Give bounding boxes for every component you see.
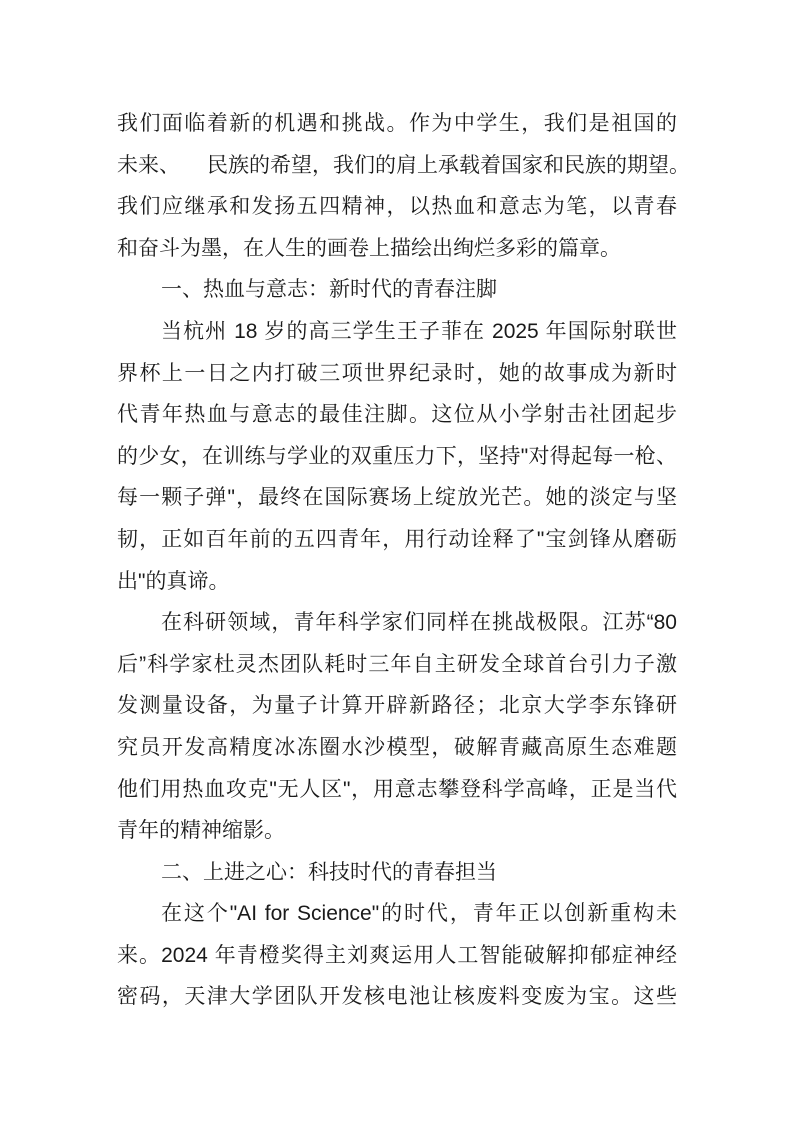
text-line: 出"的真谛。 xyxy=(117,569,230,593)
text-line: 代青年热血与意志的最佳注脚。这位从小学射击社团起步 xyxy=(117,403,677,427)
section-heading: 二、上进之心：科技时代的青春担当 xyxy=(161,860,497,884)
text-line: 每一颗子弹"，最终在国际赛场上绽放光芒。她的淡定与坚 xyxy=(117,486,677,510)
text-line: 他们用热血攻克"无人区"，用意志攀登科学高峰，正是当代 xyxy=(117,777,677,801)
text-block xyxy=(117,103,690,1018)
inline-gap xyxy=(180,171,207,172)
section-heading: 一、热血与意志：新时代的青春注脚 xyxy=(161,278,497,302)
text-line: 究员开发高精度冰冻圈水沙模型，破解青藏高原生态难题 xyxy=(117,735,677,759)
text-line: 在这个"AI for Science"的时代，青年正以创新重构未 xyxy=(161,902,677,926)
text-line: 和奋斗为墨，在人生的画卷上描绘出绚烂多彩的篇章。 xyxy=(117,236,621,260)
text-line xyxy=(117,145,690,187)
text-segment: 民族的希望，我们的肩上承载着国家和民族的期望。 xyxy=(207,153,690,177)
text-line: 韧，正如百年前的五四青年，用行动诠释了"宝剑锋从磨砺 xyxy=(117,527,677,551)
text-line: 我们面临着新的机遇和挑战。作为中学生，我们是祖国的 xyxy=(117,112,677,135)
text-line: 后”科学家杜灵杰团队耗时三年自主研发全球首台引力子激 xyxy=(117,652,677,676)
text-line: 当杭州 18 岁的高三学生王子菲在 2025 年国际射联世 xyxy=(161,319,677,343)
text-segment: 未来、 xyxy=(117,153,180,177)
text-line: 青年的精神缩影。 xyxy=(117,819,285,843)
text-line: 的少女，在训练与学业的双重压力下，坚持"对得起每一枪、 xyxy=(117,444,677,468)
text-line: 在科研领域，青年科学家们同样在挑战极限。江苏“80 xyxy=(161,611,677,635)
text-line: 发测量设备，为量子计算开辟新路径；北京大学李东锋研 xyxy=(117,694,677,718)
text-line: 来。2024 年青橙奖得主刘爽运用人工智能破解抑郁症神经 xyxy=(117,943,677,967)
text-line: 密码，天津大学团队开发核电池让核废料变废为宝。这些 xyxy=(117,985,677,1009)
text-line: 我们应继承和发扬五四精神，以热血和意志为笔，以青春 xyxy=(117,195,677,219)
text-line: 界杯上一日之内打破三项世界纪录时，她的故事成为新时 xyxy=(117,361,677,385)
